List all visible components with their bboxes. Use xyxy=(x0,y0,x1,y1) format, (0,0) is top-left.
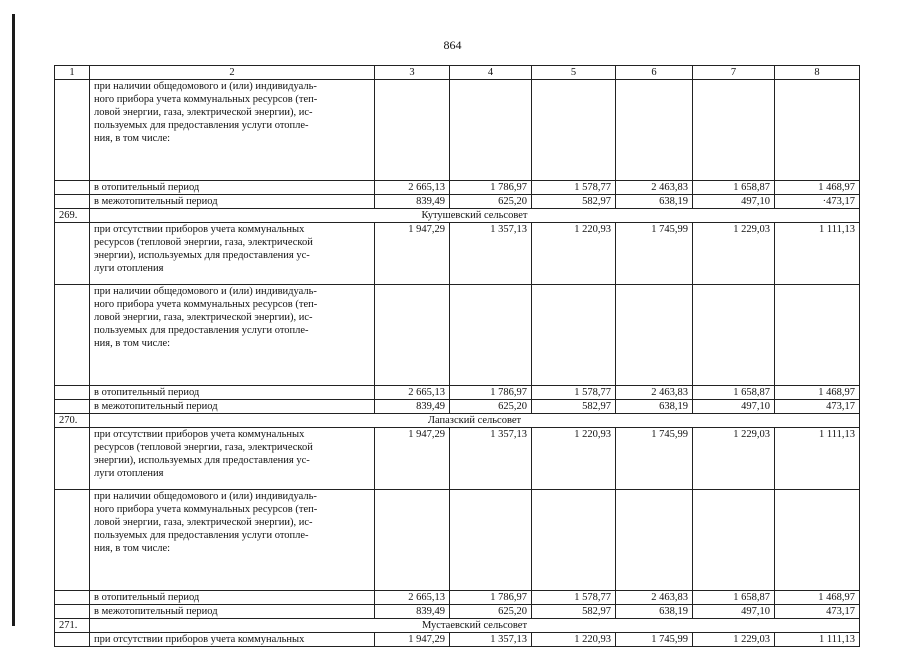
value-cell xyxy=(775,490,860,591)
row-index-cell xyxy=(55,80,90,181)
value-cell: 582,97 xyxy=(532,605,616,619)
header-col-4: 4 xyxy=(450,66,532,80)
value-cell: 473,17 xyxy=(775,605,860,619)
value-cell: 1 220,93 xyxy=(532,633,616,647)
value-cell: 1 947,29 xyxy=(375,633,450,647)
description-line: при наличии общедомового и (или) индивидуаль- xyxy=(94,81,317,92)
table-row xyxy=(55,605,860,619)
value-cell: 2 463,83 xyxy=(616,386,693,400)
header-col-6: 6 xyxy=(616,66,693,80)
value-cell: 1 947,29 xyxy=(375,428,450,490)
value-cell: 1 578,77 xyxy=(532,591,616,605)
value-cell: 1 578,77 xyxy=(532,386,616,400)
value-cell: 1 229,03 xyxy=(693,223,775,285)
value-cell: 473,17 xyxy=(775,400,860,414)
value-cell xyxy=(375,285,450,386)
value-cell: 1 786,97 xyxy=(450,591,532,605)
value-cell: 2 665,13 xyxy=(375,386,450,400)
row-description xyxy=(90,490,375,591)
section-name: Кутушевский сельсовет xyxy=(90,209,860,223)
value-cell: 1 786,97 xyxy=(450,181,532,195)
row-index-cell xyxy=(55,195,90,209)
tariff-table xyxy=(54,65,860,647)
description-line: при наличии общедомового и (или) индивидуаль- xyxy=(94,286,317,297)
value-cell: 1 111,13 xyxy=(775,428,860,490)
description-line: луги отопления xyxy=(94,263,164,274)
table-row xyxy=(55,386,860,400)
header-col-5: 5 xyxy=(532,66,616,80)
value-cell: 1 578,77 xyxy=(532,181,616,195)
description-line: ресурсов (тепловой энергии, газа, электрической xyxy=(94,442,313,453)
value-cell: 1 658,87 xyxy=(693,181,775,195)
description-line: ного прибора учета коммунальных ресурсов (теп- xyxy=(94,94,318,105)
description-row xyxy=(55,428,860,490)
description-line: ловой энергии, газа, электрической энергии), ис- xyxy=(94,312,313,323)
value-cell: 1 357,13 xyxy=(450,428,532,490)
header-col-2: 2 xyxy=(90,66,375,80)
description-line: энергии), используемых для предоставления ус- xyxy=(94,250,310,261)
header-row xyxy=(55,66,860,80)
description-line: ния, в том числе: xyxy=(94,338,171,349)
row-index-cell xyxy=(55,285,90,386)
value-cell: ·473,17 xyxy=(775,195,860,209)
description-line: ловой энергии, газа, электрической энергии), ис- xyxy=(94,107,313,118)
value-cell xyxy=(450,285,532,386)
section-row xyxy=(55,209,860,223)
value-cell xyxy=(450,80,532,181)
section-row xyxy=(55,619,860,633)
value-cell: 1 745,99 xyxy=(616,633,693,647)
table-row xyxy=(55,591,860,605)
value-cell: 2 463,83 xyxy=(616,181,693,195)
value-cell xyxy=(775,285,860,386)
header-col-1: 1 xyxy=(55,66,90,80)
description-line: пользуемых для предоставления услуги отопле- xyxy=(94,325,309,336)
header-col-8: 8 xyxy=(775,66,860,80)
row-index-cell xyxy=(55,400,90,414)
table-body xyxy=(55,66,860,647)
value-cell xyxy=(616,80,693,181)
table-row xyxy=(55,400,860,414)
section-index: 270. xyxy=(55,414,90,428)
row-label: в межотопительный период xyxy=(90,195,375,209)
value-cell xyxy=(450,490,532,591)
row-index-cell xyxy=(55,428,90,490)
value-cell: 638,19 xyxy=(616,605,693,619)
value-cell: 2 463,83 xyxy=(616,591,693,605)
row-index-cell xyxy=(55,223,90,285)
value-cell: 1 745,99 xyxy=(616,223,693,285)
description-line: ного прибора учета коммунальных ресурсов (теп- xyxy=(94,299,318,310)
description-line: при отсутствии приборов учета коммунальных xyxy=(94,224,305,235)
value-cell: 625,20 xyxy=(450,400,532,414)
header-col-3: 3 xyxy=(375,66,450,80)
value-cell: 1 220,93 xyxy=(532,223,616,285)
value-cell: 1 947,29 xyxy=(375,223,450,285)
row-label: в отопительный период xyxy=(90,181,375,195)
value-cell xyxy=(616,285,693,386)
value-cell: 1 658,87 xyxy=(693,591,775,605)
row-label: в отопительный период xyxy=(90,591,375,605)
row-description xyxy=(90,80,375,181)
description-row xyxy=(55,285,860,386)
value-cell: 1 658,87 xyxy=(693,386,775,400)
value-cell: 1 468,97 xyxy=(775,181,860,195)
description-row xyxy=(55,223,860,285)
description-row xyxy=(55,80,860,181)
table-row xyxy=(55,195,860,209)
value-cell xyxy=(375,80,450,181)
section-index: 271. xyxy=(55,619,90,633)
section-name: Лапазский сельсовет xyxy=(90,414,860,428)
value-cell: 839,49 xyxy=(375,400,450,414)
row-description xyxy=(90,223,375,285)
row-label: в отопительный период xyxy=(90,386,375,400)
description-line: пользуемых для предоставления услуги отопле- xyxy=(94,530,309,541)
value-cell: 625,20 xyxy=(450,195,532,209)
value-cell: 2 665,13 xyxy=(375,591,450,605)
value-cell: 625,20 xyxy=(450,605,532,619)
page-number: 864 xyxy=(443,38,462,52)
row-index-cell xyxy=(55,181,90,195)
value-cell: 1 111,13 xyxy=(775,223,860,285)
value-cell: 1 786,97 xyxy=(450,386,532,400)
description-row xyxy=(55,490,860,591)
value-cell: 638,19 xyxy=(616,400,693,414)
description-line: ного прибора учета коммунальных ресурсов (теп- xyxy=(94,504,318,515)
description-line: луги отопления xyxy=(94,468,164,479)
value-cell: 1 111,13 xyxy=(775,633,860,647)
value-cell xyxy=(693,490,775,591)
section-index: 269. xyxy=(55,209,90,223)
row-label: при отсутствии приборов учета коммунальных xyxy=(90,633,375,647)
header-col-7: 7 xyxy=(693,66,775,80)
value-cell: 839,49 xyxy=(375,605,450,619)
section-row xyxy=(55,414,860,428)
row-description xyxy=(90,285,375,386)
value-cell: 497,10 xyxy=(693,605,775,619)
value-cell: 1 745,99 xyxy=(616,428,693,490)
value-cell: 1 220,93 xyxy=(532,428,616,490)
value-cell: 1 468,97 xyxy=(775,386,860,400)
value-cell: 497,10 xyxy=(693,400,775,414)
value-cell xyxy=(375,490,450,591)
description-line: ния, в том числе: xyxy=(94,133,171,144)
value-cell: 839,49 xyxy=(375,195,450,209)
description-line: ресурсов (тепловой энергии, газа, электрической xyxy=(94,237,313,248)
row-description xyxy=(90,428,375,490)
description-line: ния, в том числе: xyxy=(94,543,171,554)
left-margin-bar xyxy=(12,14,15,626)
description-line: при отсутствии приборов учета коммунальных xyxy=(94,429,305,440)
value-cell: 1 229,03 xyxy=(693,428,775,490)
value-cell xyxy=(693,285,775,386)
row-index-cell xyxy=(55,591,90,605)
row-index-cell xyxy=(55,605,90,619)
value-cell: 582,97 xyxy=(532,400,616,414)
value-cell xyxy=(693,80,775,181)
value-cell: 1 357,13 xyxy=(450,223,532,285)
description-line: при наличии общедомового и (или) индивидуаль- xyxy=(94,491,317,502)
table-row xyxy=(55,181,860,195)
row-index-cell xyxy=(55,490,90,591)
row-index-cell xyxy=(55,386,90,400)
description-line: ловой энергии, газа, электрической энергии), ис- xyxy=(94,517,313,528)
value-cell: 638,19 xyxy=(616,195,693,209)
description-line: энергии), используемых для предоставления ус- xyxy=(94,455,310,466)
value-cell xyxy=(532,285,616,386)
description-line: пользуемых для предоставления услуги отопле- xyxy=(94,120,309,131)
value-cell xyxy=(532,80,616,181)
value-cell: 1 468,97 xyxy=(775,591,860,605)
value-cell xyxy=(775,80,860,181)
row-label: в межотопительный период xyxy=(90,400,375,414)
section-name: Мустаевский сельсовет xyxy=(90,619,860,633)
value-cell: 497,10 xyxy=(693,195,775,209)
value-cell xyxy=(616,490,693,591)
value-cell: 1 357,13 xyxy=(450,633,532,647)
value-cell xyxy=(532,490,616,591)
value-cell: 2 665,13 xyxy=(375,181,450,195)
value-cell: 582,97 xyxy=(532,195,616,209)
value-cell: 1 229,03 xyxy=(693,633,775,647)
row-label: в межотопительный период xyxy=(90,605,375,619)
